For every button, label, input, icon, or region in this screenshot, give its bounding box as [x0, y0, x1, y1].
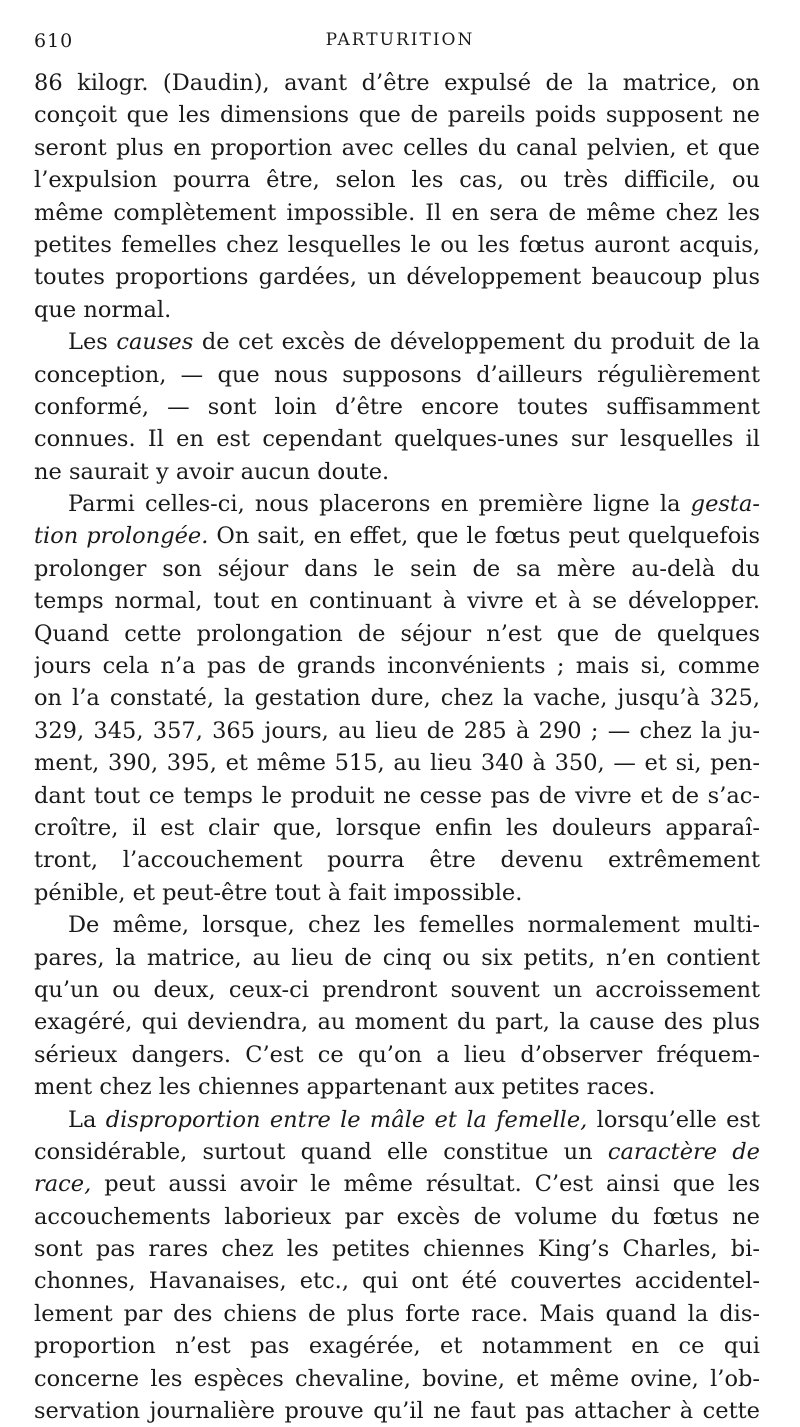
text-line [34, 99, 760, 131]
text-segment: chonnes, Havanaises, etc., qui ont été couvertes accidentel- [34, 1268, 760, 1295]
text-segment: servation journalière prouve qu’il ne faut pas attacher à cette [34, 1398, 760, 1425]
text-segment: que normal. [34, 296, 172, 323]
text-segment: considérable, surtout quand elle constitue un [34, 1138, 608, 1165]
text-segment: pares, la matrice, au lieu de cinq ou six petits, n’en contient [34, 944, 760, 971]
text-line [34, 67, 760, 99]
text-segment: sont pas rares chez les petites chiennes King’s Charles, bi- [34, 1236, 760, 1263]
text-line [34, 359, 760, 391]
text-line [34, 164, 760, 196]
text-line [34, 1330, 760, 1362]
text-line [34, 877, 760, 909]
text-line [34, 1395, 760, 1427]
text-segment: exagéré, qui deviendra, au moment du part, la cause des plus [34, 1009, 760, 1036]
text-segment: qu’un ou deux, ceux-ci prendront souvent un accroissement [34, 976, 760, 1003]
text-line [34, 682, 760, 714]
text-line [34, 844, 760, 876]
text-line [34, 747, 760, 779]
text-segment: conception, — que nous supposons d’ailleurs régulièrement [34, 361, 760, 388]
text-segment: concerne les espèces chevaline, bovine, et même ovine, l’ob- [34, 1365, 760, 1392]
text-segment: ment chez les chiennes appartenant aux petites races. [34, 1074, 656, 1101]
text-segment: Les [68, 329, 117, 356]
italic-text: causes [116, 329, 194, 356]
italic-text: caractère de [607, 1138, 760, 1165]
text-line [34, 1071, 760, 1103]
text-line [34, 229, 760, 261]
italic-text: gesta- [690, 491, 760, 518]
text-segment: Parmi celles-ci, nous placerons en première ligne la [68, 491, 691, 518]
text-segment: l’expulsion pourra être, selon les cas, ou très difficile, ou [34, 167, 760, 194]
text-line [34, 132, 760, 164]
text-line [34, 261, 760, 293]
text-segment: temps normal, tout en continuant à vivre et à se développer. [34, 588, 760, 615]
text-line [34, 520, 760, 552]
text-segment: conformé, — sont loin d’être encore toutes suffisamment [34, 393, 760, 420]
running-head: PARTURITION [325, 30, 475, 50]
text-line [34, 1104, 760, 1136]
text-line [34, 1363, 760, 1395]
text-line [34, 1233, 760, 1265]
text-segment: connues. Il en est cependant quelques-unes sur lesquelles il [34, 426, 760, 453]
page-number: 610 [34, 30, 74, 52]
text-line [34, 423, 760, 455]
text-line [34, 715, 760, 747]
text-segment: prolonger son séjour dans le sein de sa mère au-delà du [34, 555, 760, 582]
text-line [34, 1039, 760, 1071]
text-line [34, 1298, 760, 1330]
text-segment: conçoit que les dimensions que de pareils poids supposent ne [34, 102, 760, 129]
text-line [34, 553, 760, 585]
text-segment: petites femelles chez lesquelles le ou les fœtus auront acquis, [34, 231, 760, 258]
text-line [34, 1201, 760, 1233]
text-line [34, 456, 760, 488]
text-line [34, 391, 760, 423]
text-segment: même complètement impossible. Il en sera de même chez les [34, 199, 760, 226]
text-line [34, 197, 760, 229]
page-header [34, 30, 766, 62]
text-segment: ment, 390, 395, et même 515, au lieu 340 à 350, — et si, pen- [34, 750, 760, 777]
text-line [34, 1006, 760, 1038]
text-line [34, 780, 760, 812]
text-segment: accouchements laborieux par excès de volume du fœtus ne [34, 1203, 760, 1230]
text-line [34, 294, 760, 326]
text-segment: Quand cette prolongation de séjour n’est que de quelques [34, 620, 760, 647]
text-segment: proportion n’est pas exagérée, et notamment en ce qui [34, 1333, 760, 1360]
text-segment: 329, 345, 357, 365 jours, au lieu de 285 à 290 ; — chez la ju- [34, 717, 760, 744]
italic-text: tion prolongée. [34, 523, 209, 550]
text-segment: on l’a constaté, la gestation dure, chez la vache, jusqu’à 325, [34, 685, 760, 712]
text-line [34, 1168, 760, 1200]
text-segment: toutes proportions gardées, un développement beaucoup plus [34, 264, 760, 291]
text-segment: seront plus en proportion avec celles du canal pelvien, et que [34, 134, 760, 161]
text-segment: pénible, et peut-être tout à fait impossible. [34, 879, 523, 906]
italic-text: disproportion entre le mâle et la femelle, [105, 1106, 588, 1133]
text-segment: On sait, en effet, que le fœtus peut quelquefois [208, 523, 760, 550]
text-segment: lement par des chiens de plus forte race. Mais quand la dis- [34, 1300, 760, 1327]
text-segment: peut aussi avoir le même résultat. C’est ainsi que les [91, 1171, 760, 1198]
text-line [34, 488, 760, 520]
text-segment: 86 kilogr. (Daudin), avant d’être expulsé de la matrice, on [34, 70, 760, 96]
text-segment: lorsqu’elle est [587, 1106, 760, 1133]
text-line [34, 812, 760, 844]
text-line [34, 974, 760, 1006]
italic-text: race, [34, 1171, 92, 1198]
text-segment: de cet excès de développement du produit de la [193, 329, 760, 356]
text-segment: tront, l’accouchement pourra être devenu extrêmement [34, 847, 760, 874]
text-segment: croître, il est clair que, lorsque enfin les douleurs apparaî- [34, 814, 760, 841]
text-segment: ne saurait y avoir aucun doute. [34, 458, 390, 485]
text-line [34, 650, 760, 682]
text-segment: sérieux dangers. C’est ce qu’on a lieu d’observer fréquem- [34, 1041, 760, 1068]
text-segment: La [68, 1106, 106, 1133]
body-text [34, 67, 760, 1427]
text-line [34, 942, 760, 974]
text-segment: De même, lorsque, chez les femelles normalement multi- [68, 912, 760, 939]
text-segment: jours cela n’a pas de grands inconvénients ; mais si, comme [34, 653, 760, 680]
text-segment: dant tout ce temps le produit ne cesse pas de vivre et de s’ac- [34, 782, 760, 809]
text-line [34, 326, 760, 358]
text-line [34, 1136, 760, 1168]
text-line [34, 585, 760, 617]
text-line [34, 1265, 760, 1297]
text-line [34, 618, 760, 650]
text-line [34, 909, 760, 941]
